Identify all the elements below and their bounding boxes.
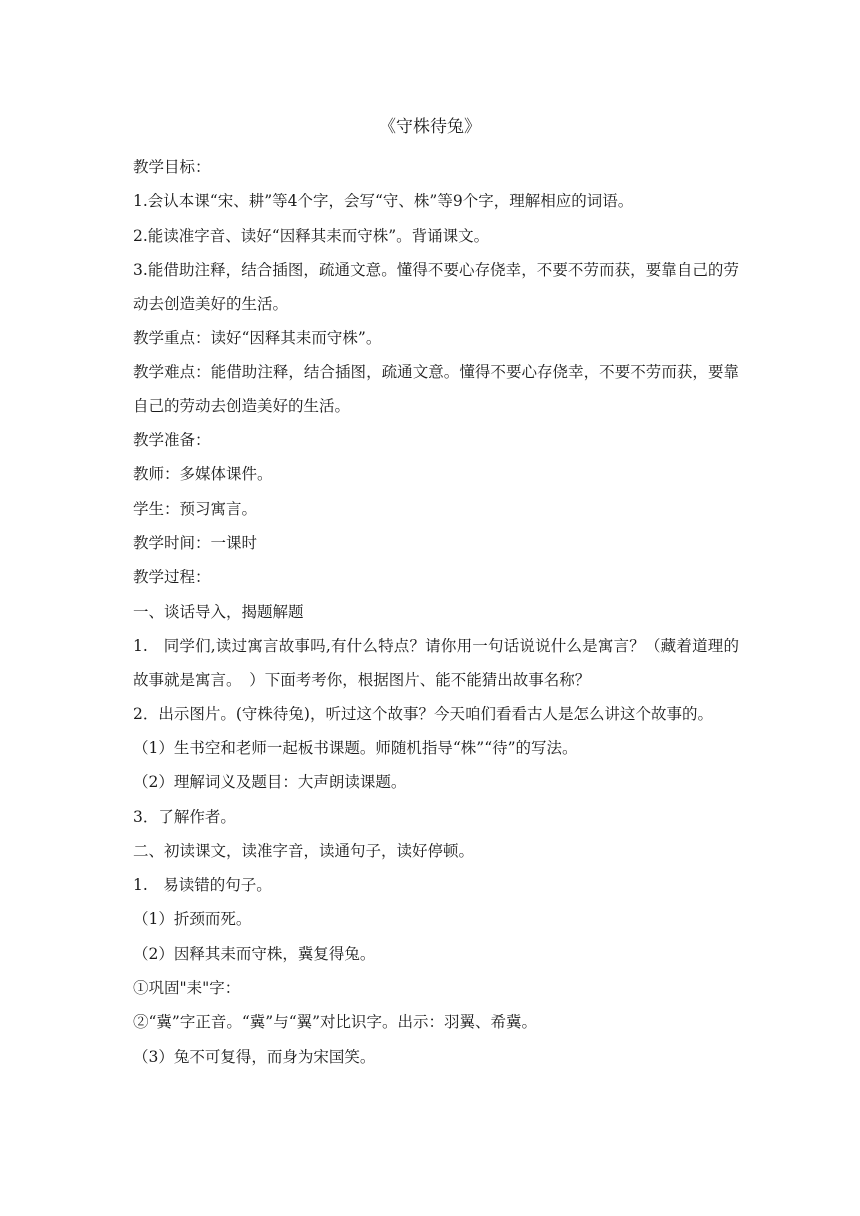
section-heading-process: 教学过程： bbox=[133, 568, 211, 587]
objective-1: 1.会认本课“宋、耕”等4个字，会写“守、株”等9个字，理解相应的词语。 bbox=[133, 192, 634, 211]
part-1-step-1: 1. 同学们,读过寓言故事吗,有什么特点？请你用一句话说说什么是寓言？（藏着道理的故事就是寓言。 ）下面考考你，根据图片、能不能猜出故事名称？ bbox=[133, 636, 739, 689]
teacher-preparation: 教师：多媒体课件。 bbox=[133, 465, 273, 484]
part-2-step-1-sub-3: （3）兔不可复得，而身为宋国笑。 bbox=[133, 1047, 376, 1066]
part-2-heading: 二、初读课文，读准字音，读通句子，读好停顿。 bbox=[133, 841, 475, 860]
student-preparation: 学生：预习寓言。 bbox=[133, 499, 258, 518]
document-title: 《守株待兔》 bbox=[379, 117, 481, 137]
part-1-step-3: 3．了解作者。 bbox=[133, 807, 236, 826]
section-heading-objectives: 教学目标： bbox=[133, 158, 211, 176]
part-2-note-1: ①巩固"耒"字： bbox=[133, 979, 241, 998]
part-2-step-1-sub-2: （2）因释其耒而守株，冀复得兔。 bbox=[133, 944, 376, 963]
part-1-step-2-sub-1: （1）生书空和老师一起板书课题。师随机指导“株”“待”的写法。 bbox=[133, 738, 578, 757]
part-1-step-2: 2．出示图片。(守株待兔)，听过这个故事？今天咱们看看古人是怎么讲这个故事的。 bbox=[133, 704, 713, 723]
part-1-heading: 一、谈话导入，揭题解题 bbox=[133, 602, 304, 621]
teaching-focus: 教学重点：读好“因释其耒而守株”。 bbox=[133, 328, 382, 347]
objective-3: 3.能借助注释，结合插图，疏通文意。懂得不要心存侥幸，不要不劳而获，要靠自己的劳动去创造美好的生活。 bbox=[133, 260, 739, 313]
teaching-difficulty: 教学难点：能借助注释，结合插图，疏通文意。懂得不要心存侥幸，不要不劳而获，要靠自己的劳动去创造美好的生活。 bbox=[133, 363, 739, 416]
objective-2: 2.能读准字音、读好“因释其耒而守株”。背诵课文。 bbox=[133, 226, 490, 245]
document-body bbox=[133, 150, 739, 1074]
part-1-step-2-sub-2: （2）理解词义及题目：大声朗读课题。 bbox=[133, 773, 407, 792]
part-2-step-1: 1. 易读错的句子。 bbox=[133, 876, 272, 895]
part-2-step-1-sub-1: （1）折颈而死。 bbox=[133, 910, 252, 929]
teaching-time: 教学时间：一课时 bbox=[133, 534, 258, 553]
section-heading-preparation: 教学准备： bbox=[133, 431, 211, 450]
part-2-note-2: ②“冀”字正音。“冀”与“翼”对比识字。出示：羽翼、希冀。 bbox=[133, 1013, 538, 1032]
